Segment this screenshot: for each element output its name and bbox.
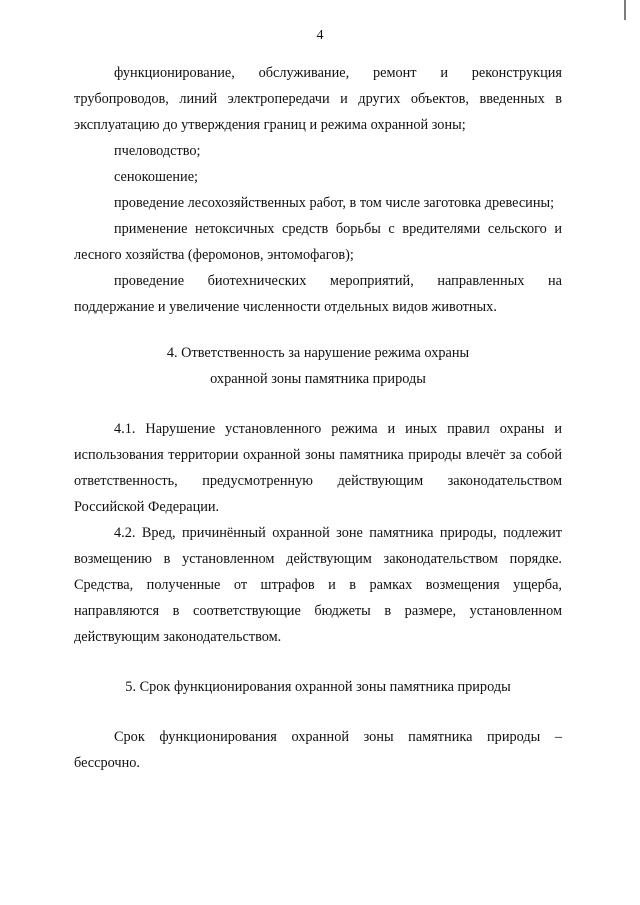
paragraph-item: сенокошение; [114,169,199,185]
document-body [74,60,562,776]
paragraph-item: пчеловодство; [114,143,201,159]
section-4-paragraph-1: 4.1. Нарушение установленного режима и иных правил охраны и использования территории охранной зоны памятника природы влечёт за собой ответственность, предусмотренную действующим законодательством Российской Федерации. [74,421,562,515]
paragraph-item: проведение лесохозяйственных работ, в том числе заготовка древесины; [114,195,555,211]
paragraph-item: функционирование, обслуживание, ремонт и реконструкция трубопроводов, линий электропередачи и других объектов, введенных в эксплуатацию до утверждения границ и режима охранной зоны; [74,65,562,133]
paragraph-item: применение нетоксичных средств борьбы с вредителями сельского и лесного хозяйства (феромонов, энтомофагов); [74,221,562,263]
section-4-title-line2: охранной зоны памятника природы [210,371,426,387]
section-4-paragraph-2: 4.2. Вред, причинённый охранной зоне памятника природы, подлежит возмещению в установленном действующим законодательством порядке. Средства, полученные от штрафов и в рамках возмещения ущерба, направляются в соответствующие бюджеты в размере, установленном действующим законодательством. [74,525,562,645]
section-5-title: 5. Срок функционирования охранной зоны памятника природы [125,679,511,695]
page-number: 4 [316,28,324,43]
paragraph-item: проведение биотехнических мероприятий, направленных на поддержание и увеличение численности отдельных видов животных. [74,273,562,315]
section-5-paragraph-1: Срок функционирования охранной зоны памятника природы – бессрочно. [74,729,562,771]
scan-edge-mark [624,0,626,20]
section-4-title-line1: 4. Ответственность за нарушение режима охраны [166,345,470,361]
